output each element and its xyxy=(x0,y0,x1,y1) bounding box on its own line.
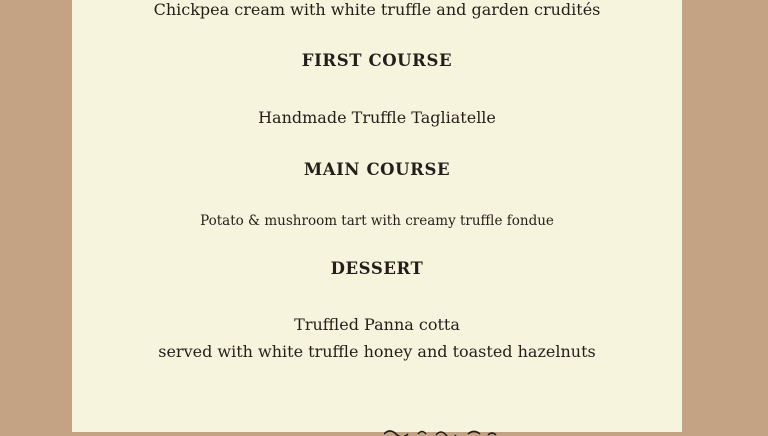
main-course-heading: MAIN COURSE xyxy=(303,160,451,179)
dessert-dish-line-1: Truffled Panna cotta xyxy=(294,315,460,334)
first-course-heading: FIRST COURSE xyxy=(301,51,453,70)
first-course-dish: Handmade Truffle Tagliatelle xyxy=(258,108,496,127)
starter-description: Chickpea cream with white truffle and garden crudités xyxy=(153,0,601,19)
main-course-dish: Potato & mushroom tart with creamy truffle fondue xyxy=(200,213,554,229)
menu-card xyxy=(72,0,682,432)
dessert-heading: DESSERT xyxy=(330,259,424,278)
cut-off-decorative-script xyxy=(384,428,504,436)
dessert-dish-line-2: served with white truffle honey and toasted hazelnuts xyxy=(158,342,596,361)
